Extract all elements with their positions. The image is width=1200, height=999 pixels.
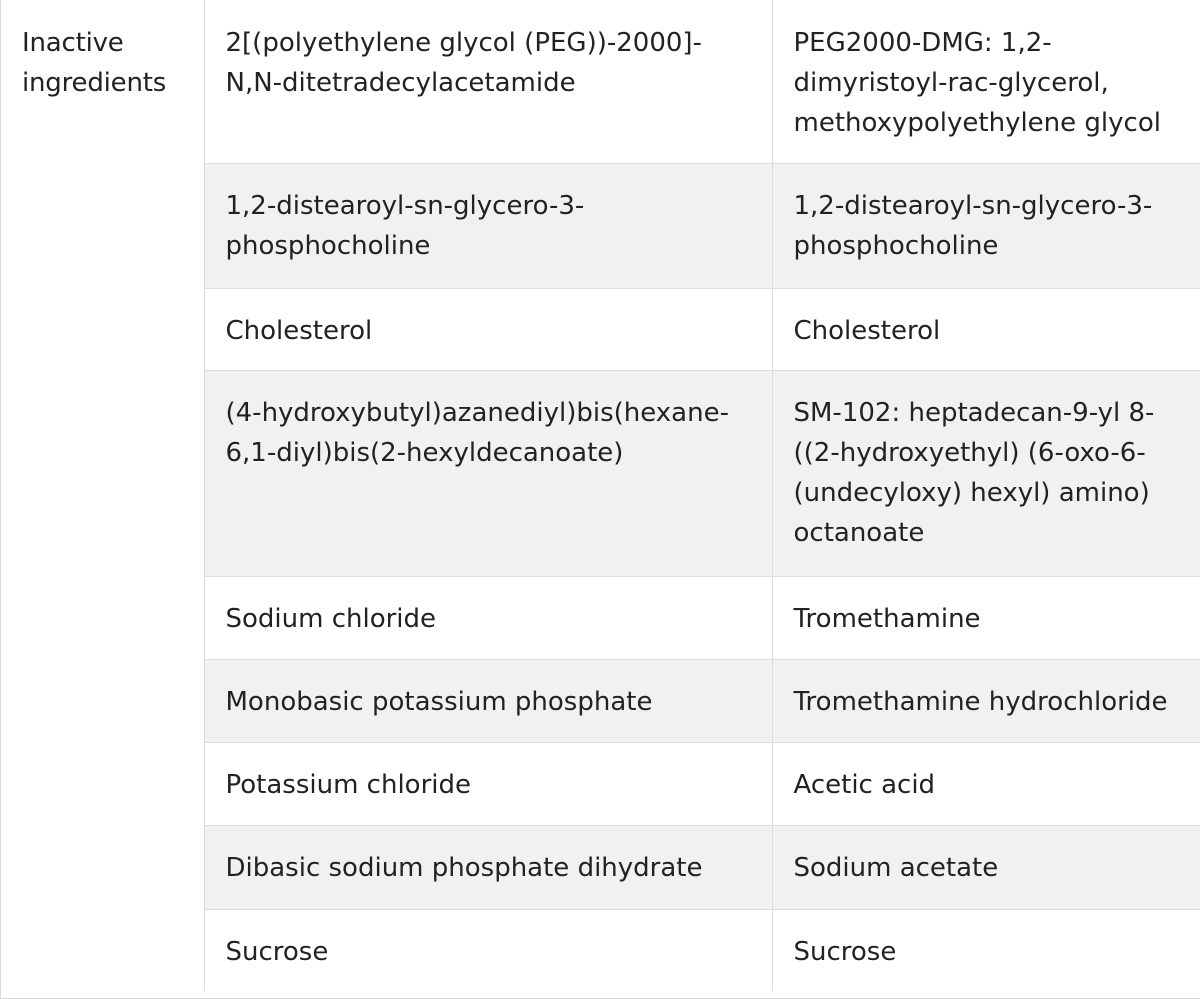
cell-text: 1,2-distearoyl-sn-glycero-3-phosphocholine [225,190,585,261]
cell-text: PEG2000-DMG: 1,2-dimyristoyl-rac-glycerol, methoxypolyethylene glycol [793,28,1161,138]
table-cell-col1 [204,909,772,991]
table-cell-col2 [772,576,1200,659]
table-cell-col2 [772,370,1200,576]
cell-text: Cholesterol [225,315,373,346]
cell-text: (4-hydroxybutyl)azanediyl)bis(hexane-6,1-diyl)bis(2-hexyldecanoate) [225,397,729,468]
row-header-label: Inactive ingredients [22,28,167,98]
table-cell-col1 [204,0,772,163]
cell-text: Dibasic sodium phosphate dihydrate [225,852,703,883]
table-cell-col1 [204,288,772,370]
cell-text: Acetic acid [793,769,936,800]
cell-text: Tromethamine hydrochloride [793,686,1168,717]
table-cell-col1 [204,825,772,909]
cell-text: Potassium chloride [225,769,471,800]
cell-text: 1,2-distearoyl-sn-glycero-3-phosphocholine [793,190,1153,261]
cell-text: Sodium chloride [225,603,437,634]
table-cell-col2 [772,0,1200,163]
table-cell-col1 [204,576,772,659]
table-cell-col1 [204,659,772,742]
table-cell-col1 [204,370,772,576]
table-cell-col1 [204,163,772,288]
cell-text: Cholesterol [793,315,941,346]
table-cell-col2 [772,742,1200,825]
cell-text: 2[(polyethylene glycol (PEG))-2000]-N,N-ditetradecylacetamide [225,28,702,98]
table-cell-col2 [772,825,1200,909]
cell-text: Sodium acetate [793,852,999,883]
cell-text: Tromethamine [793,603,981,634]
cell-text: SM-102: heptadecan-9-yl 8-((2-hydroxyethyl) (6-oxo-6-(undecyloxy) hexyl) amino) octanoate [793,397,1155,548]
cell-text: Sucrose [225,936,329,967]
cell-text: Monobasic potassium phosphate [225,686,653,717]
table-cell-col2 [772,909,1200,991]
inactive-ingredients-table [1,0,1200,991]
table-cell-col2 [772,288,1200,370]
row-header-cell [1,0,204,991]
table-row [1,0,1200,163]
cell-text: Sucrose [793,936,897,967]
table-cell-col1 [204,742,772,825]
table-cell-col2 [772,163,1200,288]
table-cell-col2 [772,659,1200,742]
